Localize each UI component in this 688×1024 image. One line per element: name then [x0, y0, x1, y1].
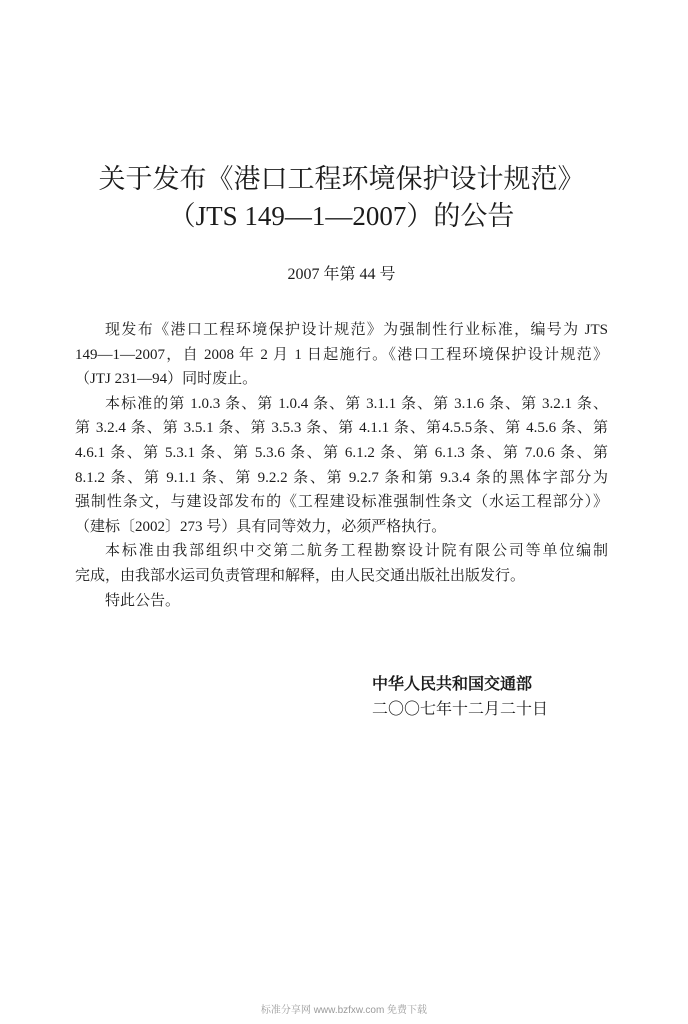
paragraph-4 [75, 589, 608, 614]
footer-watermark: 标准分享网 www.bzfxw.com 免费下载 [260, 1005, 428, 1016]
document-number: 2007 年第 44 号 [287, 266, 396, 283]
issue-date: 二〇〇七年十二月二十日 [372, 700, 549, 718]
title-line-1: 关于发布《港口工程环境保护设计规范》 [98, 164, 585, 194]
issuer-name: 中华人民共和国交通部 [372, 676, 533, 693]
announcement-title [75, 161, 608, 235]
title-line-2: （JTS 149—1—2007）的公告 [168, 201, 515, 231]
paragraph-line: 149—1—2007，自 2008 年 2 月 1 日起施行。《港口工程环境保护设计规范》 [75, 346, 608, 363]
paragraph-3 [75, 539, 608, 588]
paragraph-line: 完成，由我部水运司负责管理和解释，由人民交通出版社出版发行。 [75, 567, 526, 584]
paragraph-line: 强制性条文，与建设部发布的《工程建设标准强制性条文（水运工程部分）》 [75, 494, 608, 511]
paragraph-line: 4.6.1 条、第 5.3.1 条、第 5.3.6 条、第 6.1.2 条、第 6.1.3 条、第 7.0.6 条、第 [75, 444, 608, 461]
paragraph-line: 8.1.2 条、第 9.1.1 条、第 9.2.2 条、第 9.2.7 条和第 9.3.4 条的黑体字部分为 [75, 469, 608, 486]
paragraph-line: 本标准的第 1.0.3 条、第 1.0.4 条、第 3.1.1 条、第 3.1.6 条、第 3.2.1 条、 [105, 395, 608, 412]
paragraph-line: 本标准由我部组织中交第二航务工程勘察设计院有限公司等单位编制 [105, 543, 608, 560]
body-text [75, 318, 608, 613]
paragraph-1 [75, 318, 608, 392]
paragraph-line: （JTJ 231—94）同时废止。 [75, 371, 258, 388]
paragraph-line: 第 3.2.4 条、第 3.5.1 条、第 3.5.3 条、第 4.1.1 条、第4.5.5条、第 4.5.6 条、第 [75, 420, 608, 437]
paragraph-2 [75, 392, 608, 540]
paragraph-line: 现发布《港口工程环境保护设计规范》为强制性行业标准，编号为 JTS [105, 322, 608, 338]
paragraph-line: 特此公告。 [105, 592, 181, 609]
signature-block [372, 673, 548, 722]
paragraph-line: （建标〔2002〕273 号）具有同等效力，必须严格执行。 [75, 518, 447, 535]
